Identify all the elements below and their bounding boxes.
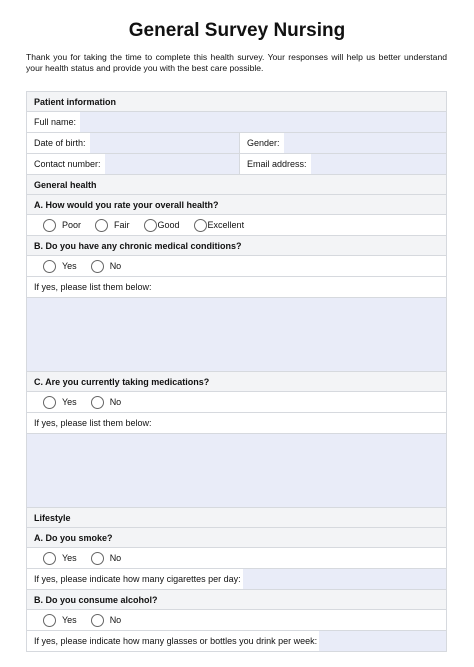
- medications-options: [27, 392, 446, 413]
- alcohol-detail-label: If yes, please indicate how many glasses or bottles you drink per week:: [34, 636, 318, 646]
- contact-email-row: [27, 154, 446, 175]
- radio-poor[interactable]: [43, 219, 56, 232]
- question-chronic-conditions: B. Do you have any chronic medical conditions?: [27, 236, 446, 256]
- drinks-per-week-field[interactable]: [319, 631, 446, 651]
- gender-field[interactable]: [284, 133, 446, 153]
- contact-field[interactable]: [105, 154, 239, 174]
- smoke-detail-row: [27, 569, 446, 590]
- smoke-options: [27, 548, 446, 569]
- radio-alcohol-yes[interactable]: [43, 614, 56, 627]
- option-fair[interactable]: Fair: [95, 219, 130, 232]
- medications-yes-option[interactable]: Yes: [43, 396, 77, 409]
- question-smoke: A. Do you smoke?: [27, 528, 446, 548]
- alcohol-detail-row: [27, 631, 446, 652]
- radio-good[interactable]: [144, 219, 157, 232]
- radio-smoke-no[interactable]: [91, 552, 104, 565]
- option-poor[interactable]: Poor: [43, 219, 81, 232]
- chronic-conditions-textarea[interactable]: [27, 298, 446, 372]
- smoke-no-option[interactable]: No: [91, 552, 122, 565]
- radio-smoke-yes[interactable]: [43, 552, 56, 565]
- chronic-yes-option[interactable]: Yes: [43, 260, 77, 273]
- dob-label: Date of birth:: [34, 138, 86, 148]
- survey-form: [26, 91, 447, 652]
- medications-no-option[interactable]: No: [91, 396, 122, 409]
- alcohol-yes-option[interactable]: Yes: [43, 614, 77, 627]
- chronic-list-row: [27, 277, 446, 298]
- smoke-yes-option[interactable]: Yes: [43, 552, 77, 565]
- full-name-label: Full name:: [34, 117, 77, 127]
- dob-field[interactable]: [90, 133, 239, 153]
- intro-text: Thank you for taking the time to complete this health survey. Your responses will help us better understand your health status and provide you with the best care possible.: [26, 52, 447, 73]
- page-title: General Survey Nursing: [128, 20, 346, 41]
- chronic-list-label: If yes, please list them below:: [34, 282, 152, 292]
- radio-medications-yes[interactable]: [43, 396, 56, 409]
- overall-health-options: [27, 215, 446, 236]
- dob-gender-row: [27, 133, 446, 154]
- smoke-detail-label: If yes, please indicate how many cigarettes per day:: [34, 574, 241, 584]
- contact-label: Contact number:: [34, 159, 101, 169]
- full-name-row: [27, 112, 446, 133]
- radio-chronic-yes[interactable]: [43, 260, 56, 273]
- medications-list-row: [27, 413, 446, 434]
- radio-medications-no[interactable]: [91, 396, 104, 409]
- radio-excellent[interactable]: [194, 219, 207, 232]
- chronic-no-option[interactable]: No: [91, 260, 122, 273]
- cigarettes-per-day-field[interactable]: [243, 569, 446, 589]
- option-excellent[interactable]: Excellent: [194, 219, 245, 232]
- option-good[interactable]: Good: [144, 219, 180, 232]
- radio-fair[interactable]: [95, 219, 108, 232]
- medications-list-label: If yes, please list them below:: [34, 418, 152, 428]
- question-medications: C. Are you currently taking medications?: [27, 372, 446, 392]
- radio-chronic-no[interactable]: [91, 260, 104, 273]
- email-field[interactable]: [311, 154, 446, 174]
- section-general-health: General health: [27, 175, 446, 195]
- email-label: Email address:: [247, 159, 307, 169]
- chronic-conditions-options: [27, 256, 446, 277]
- question-overall-health: A. How would you rate your overall health?: [27, 195, 446, 215]
- question-alcohol: B. Do you consume alcohol?: [27, 590, 446, 610]
- alcohol-no-option[interactable]: No: [91, 614, 122, 627]
- alcohol-options: [27, 610, 446, 631]
- section-patient-information: Patient information: [27, 92, 446, 112]
- radio-alcohol-no[interactable]: [91, 614, 104, 627]
- medications-textarea[interactable]: [27, 434, 446, 508]
- full-name-field[interactable]: [80, 112, 446, 132]
- gender-label: Gender:: [247, 138, 280, 148]
- section-lifestyle: Lifestyle: [27, 508, 446, 528]
